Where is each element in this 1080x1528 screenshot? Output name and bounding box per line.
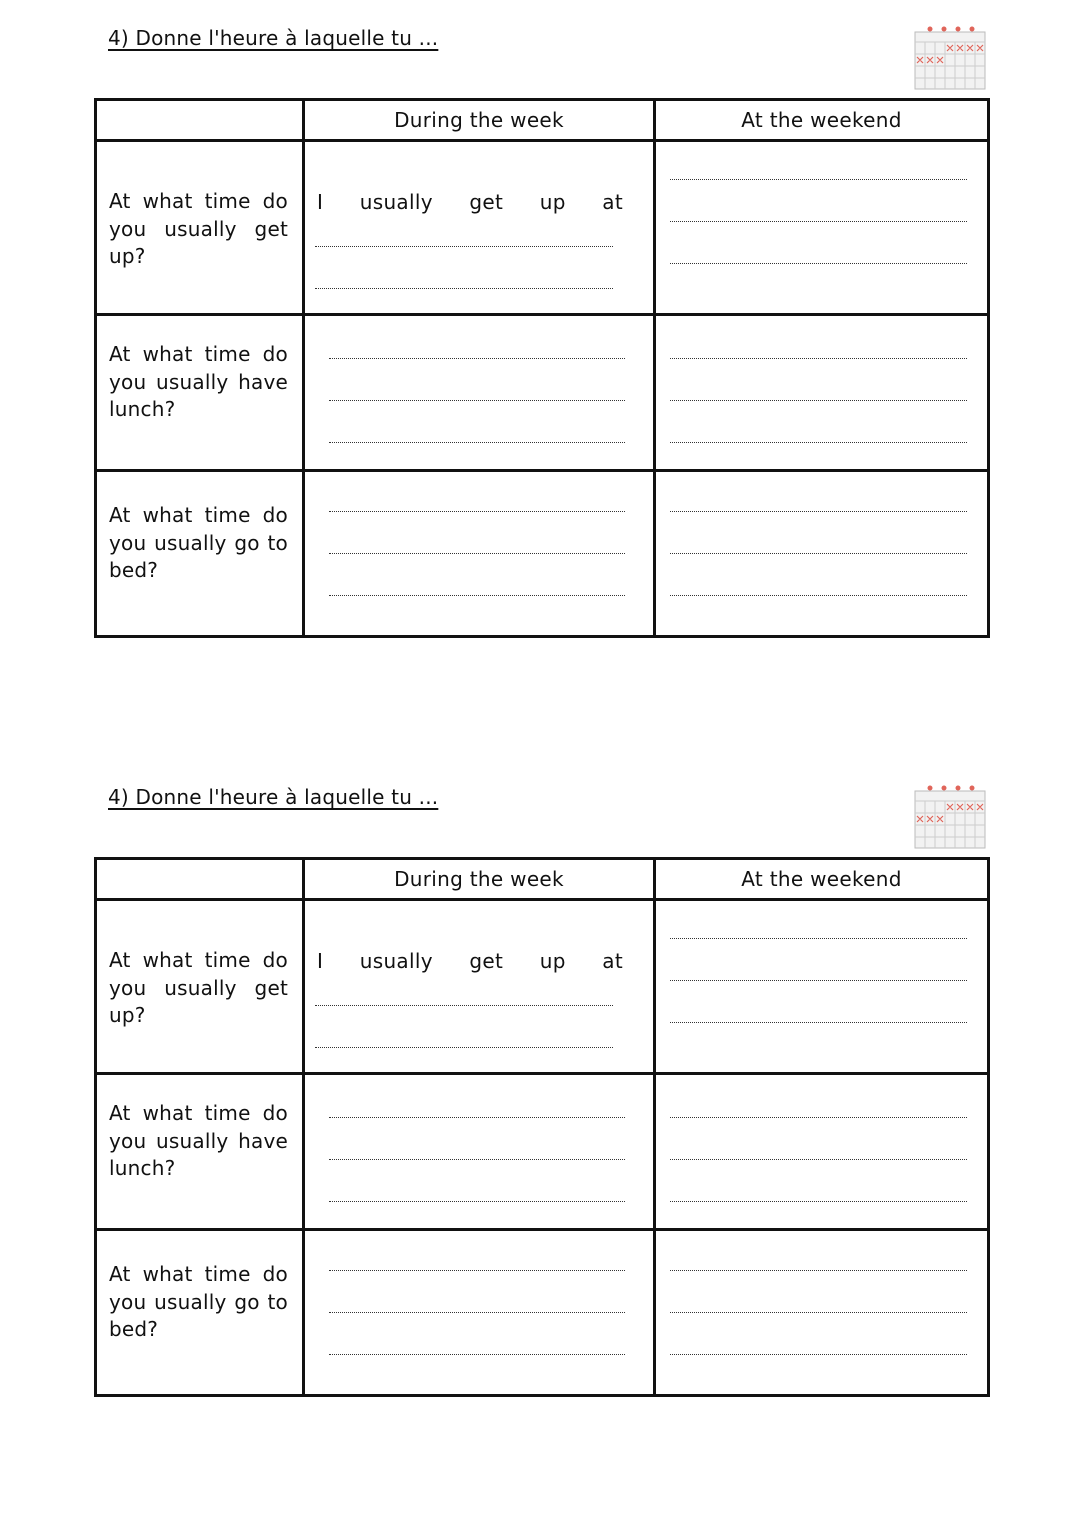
answer-line[interactable] [670, 1159, 967, 1160]
answer-cell-week[interactable] [304, 1230, 655, 1396]
question-lunch: At what time do you usually have lunch? [109, 342, 288, 421]
answer-cell-weekend[interactable] [655, 1074, 989, 1230]
answer-line[interactable] [329, 1270, 625, 1271]
answer-cell-week[interactable] [304, 471, 655, 637]
question-cell [96, 900, 304, 1074]
question-cell [96, 471, 304, 637]
calendar-icon [914, 783, 986, 849]
answer-line[interactable] [670, 1117, 967, 1118]
answer-cell-weekend[interactable] [655, 471, 989, 637]
answer-line[interactable] [315, 246, 613, 247]
answer-cell-weekend[interactable] [655, 1230, 989, 1396]
answer-line[interactable] [329, 1201, 625, 1202]
answer-line[interactable] [329, 511, 625, 512]
answer-line[interactable] [329, 400, 625, 401]
answer-table [94, 857, 990, 1397]
answer-line[interactable] [670, 1270, 967, 1271]
answer-line[interactable] [670, 1022, 967, 1023]
question-cell [96, 1230, 304, 1396]
calendar-icon [914, 24, 986, 90]
answer-line[interactable] [670, 1201, 967, 1202]
answer-table [94, 98, 990, 638]
header-during-week: During the week [304, 100, 655, 141]
starter-word: usually [359, 949, 433, 973]
answer-line[interactable] [329, 1312, 625, 1313]
answer-line[interactable] [670, 400, 967, 401]
starter-word: up [539, 190, 566, 214]
answer-line[interactable] [670, 938, 967, 939]
answer-line[interactable] [670, 1354, 967, 1355]
sentence-starter [317, 949, 623, 973]
question-get-up: At what time do you usually get up? [109, 948, 288, 1027]
answer-line[interactable] [315, 1005, 613, 1006]
header-empty [96, 100, 304, 141]
answer-line[interactable] [670, 179, 967, 180]
starter-word: I [317, 190, 324, 214]
exercise-heading: 4) Donne l'heure à laquelle tu ... [108, 26, 439, 50]
answer-line[interactable] [670, 511, 967, 512]
answer-line[interactable] [329, 1117, 625, 1118]
answer-cell-week[interactable] [304, 141, 655, 315]
answer-line[interactable] [329, 1159, 625, 1160]
answer-line[interactable] [670, 553, 967, 554]
answer-line[interactable] [670, 1312, 967, 1313]
header-weekend: At the weekend [655, 859, 989, 900]
answer-line[interactable] [329, 442, 625, 443]
answer-cell-week[interactable] [304, 315, 655, 471]
question-bed: At what time do you usually go to bed? [109, 503, 288, 582]
header-during-week: During the week [304, 859, 655, 900]
header-weekend: At the weekend [655, 100, 989, 141]
answer-line[interactable] [670, 221, 967, 222]
answer-line[interactable] [670, 980, 967, 981]
answer-line[interactable] [315, 1047, 613, 1048]
starter-word: up [539, 949, 566, 973]
question-bed: At what time do you usually go to bed? [109, 1262, 288, 1341]
question-cell [96, 1074, 304, 1230]
starter-word: get [469, 949, 504, 973]
answer-line[interactable] [670, 263, 967, 264]
answer-line[interactable] [329, 1354, 625, 1355]
starter-word: get [469, 190, 504, 214]
starter-word: usually [359, 190, 433, 214]
question-cell [96, 141, 304, 315]
answer-cell-weekend[interactable] [655, 900, 989, 1074]
starter-word: I [317, 949, 324, 973]
sentence-starter [317, 190, 623, 214]
answer-line[interactable] [670, 358, 967, 359]
answer-line[interactable] [329, 595, 625, 596]
answer-cell-week[interactable] [304, 1074, 655, 1230]
answer-line[interactable] [670, 442, 967, 443]
answer-line[interactable] [315, 288, 613, 289]
answer-line[interactable] [329, 553, 625, 554]
starter-word: at [602, 190, 623, 214]
question-cell [96, 315, 304, 471]
answer-line[interactable] [670, 595, 967, 596]
header-empty [96, 859, 304, 900]
answer-cell-weekend[interactable] [655, 141, 989, 315]
exercise-heading: 4) Donne l'heure à laquelle tu ... [108, 785, 439, 809]
starter-word: at [602, 949, 623, 973]
answer-line[interactable] [329, 358, 625, 359]
answer-cell-weekend[interactable] [655, 315, 989, 471]
question-get-up: At what time do you usually get up? [109, 189, 288, 268]
question-lunch: At what time do you usually have lunch? [109, 1101, 288, 1180]
answer-cell-week[interactable] [304, 900, 655, 1074]
